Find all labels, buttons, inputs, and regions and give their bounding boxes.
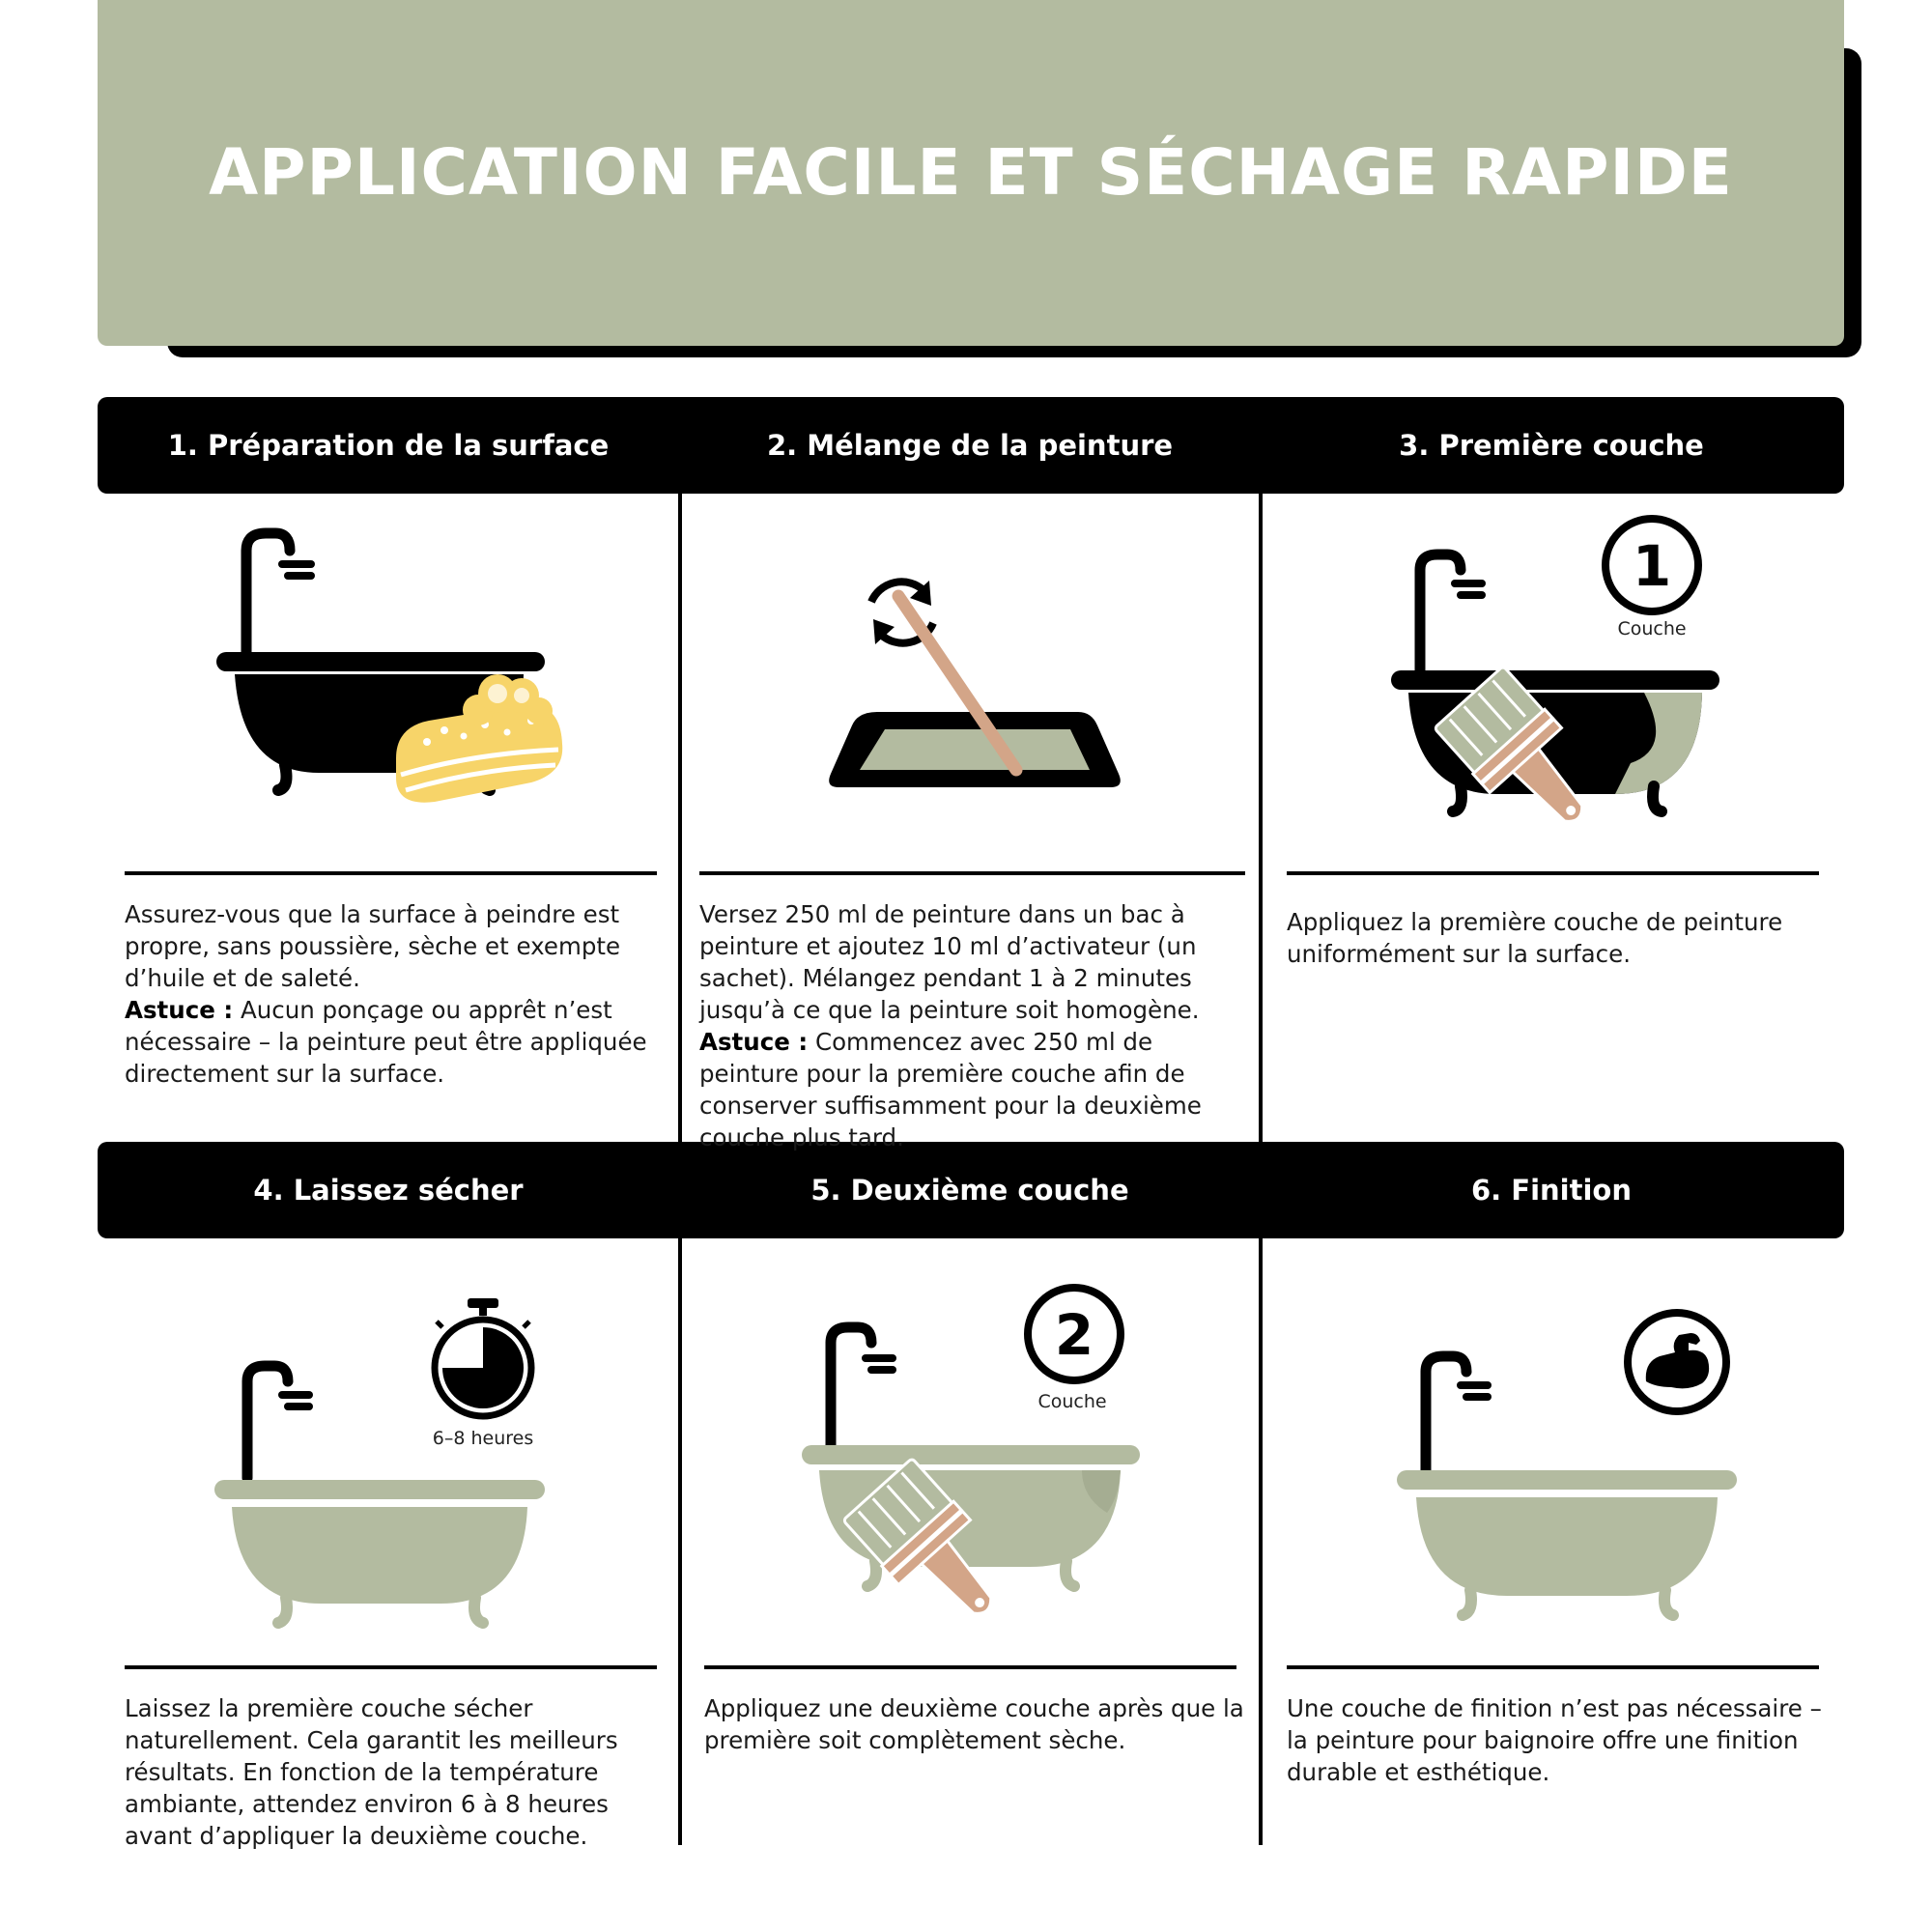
step-2-description — [699, 898, 1252, 1153]
title-banner — [98, 0, 1844, 346]
steps-header-bar-top — [98, 397, 1844, 494]
step-1-text: Assurez-vous que la surface à peindre est propre, sans poussière, sèche et exempte d’huile et de saleté. — [125, 900, 621, 992]
step-3-text: Appliquez la première couche de peinture uniformément sur la surface. — [1287, 908, 1783, 968]
step-3-title: 3. Première couche — [1399, 429, 1704, 462]
paint-tray-stir-icon — [810, 555, 1138, 836]
bathtub-sponge-icon — [203, 522, 580, 860]
page-title: APPLICATION FACILE ET SÉCHAGE RAPIDE — [209, 135, 1733, 210]
divider-rule — [704, 1665, 1236, 1669]
step-6-text: Une couche de finition n’est pas nécessaire – la peinture pour baignoire offre une finition durable et esthétique. — [1287, 1694, 1822, 1786]
coat-1-caption: Couche — [1617, 618, 1687, 639]
step-2-text: Versez 250 ml de peinture dans un bac à peinture et ajoutez 10 ml d’activateur (un sachet). Mélangez pendant 1 à 2 minutes jusqu’à ce que la peinture soit homogène. — [699, 900, 1200, 1024]
step-2-title: 2. Mélange de la peinture — [766, 429, 1174, 462]
divider-rule — [1287, 871, 1819, 875]
step-1-title: 1. Préparation de la surface — [167, 429, 610, 462]
step-6-title: 6. Finition — [1471, 1174, 1632, 1207]
column-divider — [1259, 494, 1263, 1142]
divider-rule — [699, 871, 1245, 875]
column-divider — [678, 1238, 682, 1845]
step-4-description — [125, 1692, 666, 1852]
step-2-tip: Commencez avec 250 ml de peinture pour la première couche afin de conserver suffisamment pour la deuxième couche plus tard. — [699, 1028, 1202, 1151]
coat-1-number: 1 — [1632, 533, 1672, 599]
dry-time-caption: 6–8 heures — [432, 1428, 534, 1449]
coat-2-caption: Couche — [1037, 1391, 1107, 1412]
coat-2-number: 2 — [1054, 1302, 1094, 1368]
strong-arm-icon — [1621, 1306, 1733, 1418]
step-4-title: 4. Laissez sécher — [253, 1174, 524, 1207]
divider-rule — [1287, 1665, 1819, 1669]
step-1-description — [125, 898, 666, 1090]
step-5-description — [704, 1692, 1245, 1756]
step-5-text: Appliquez une deuxième couche après que la première soit complètement sèche. — [704, 1694, 1244, 1754]
step-6-description — [1287, 1692, 1828, 1788]
step-1-tip-label: Astuce : — [125, 996, 234, 1024]
divider-rule — [125, 871, 657, 875]
stopwatch-icon — [425, 1294, 541, 1420]
step-5-title: 5. Deuxième couche — [810, 1174, 1129, 1207]
step-2-tip-label: Astuce : — [699, 1028, 809, 1056]
column-divider — [678, 494, 682, 1142]
divider-rule — [125, 1665, 657, 1669]
step-1-tip: Aucun ponçage ou apprêt n’est nécessaire – la peinture peut être appliquée directement sur la surface. — [125, 996, 647, 1088]
step-3-description — [1287, 906, 1828, 970]
coat-1-badge-icon — [1599, 512, 1705, 618]
column-divider — [1259, 1238, 1263, 1845]
step-4-text: Laissez la première couche sécher naturellement. Cela garantit les meilleurs résultats. En fonction de la température ambiante, attendez environ 6 à 8 heures avant d’appliquer la deuxième couche. — [125, 1694, 618, 1850]
coat-2-badge-icon — [1021, 1281, 1127, 1387]
steps-header-bar-bottom — [98, 1142, 1844, 1238]
